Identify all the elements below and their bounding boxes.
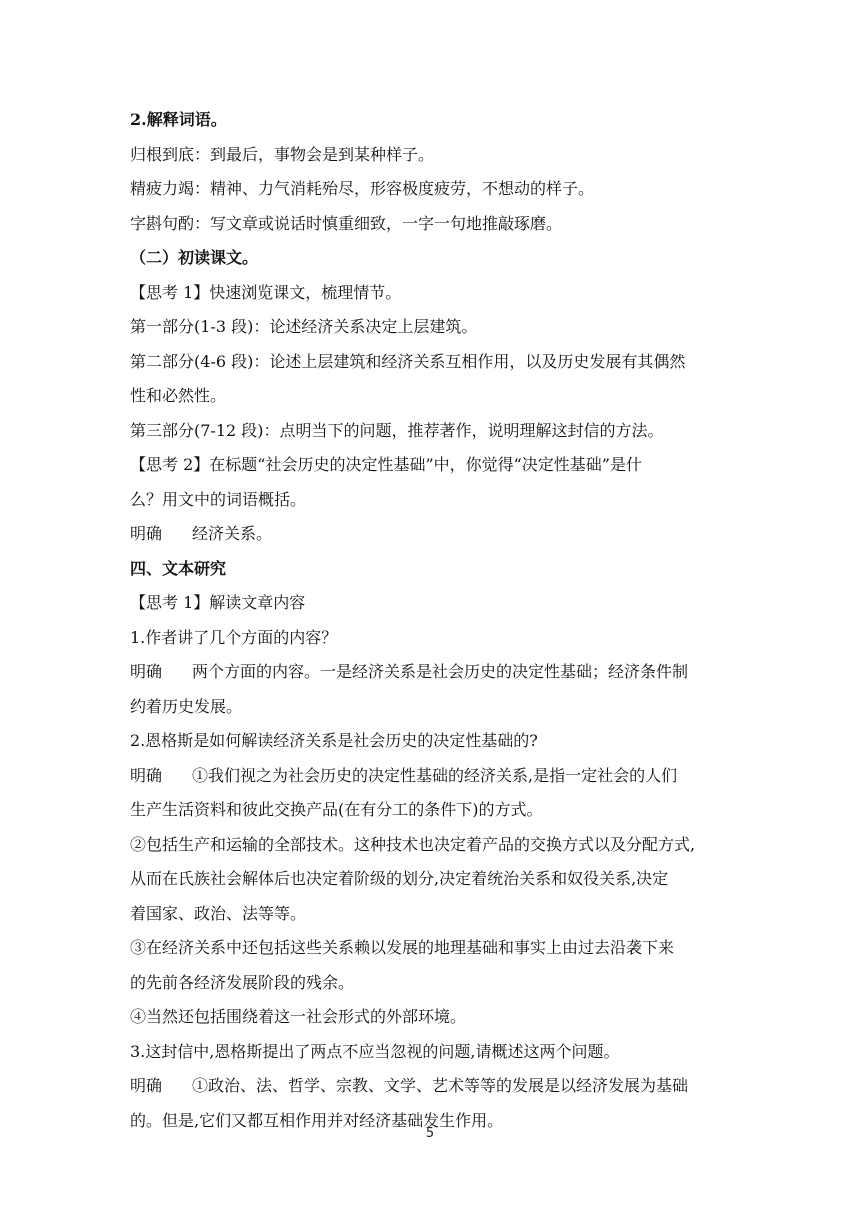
text-line	[130, 938, 730, 958]
text-line	[130, 1042, 730, 1062]
line-text: 约着历史发展。	[130, 696, 243, 716]
line-text: 【思考 1】解读文章内容	[130, 593, 306, 612]
text-line	[130, 1076, 730, 1096]
line-text: 经济关系。	[192, 524, 273, 543]
line-text: 3.这封信中,恩格斯提出了两点不应当忽视的问题,请概述这两个问题。	[130, 1041, 620, 1061]
line-text: 生产生活资料和彼此交换产品(在有分工的条件下)的方式。	[130, 800, 543, 819]
line-text: 着国家、政治、法等等。	[130, 903, 307, 923]
line-text: 字斟句酌：写文章或说话时慎重细致，一字一句地推敲琢磨。	[130, 213, 563, 233]
text-line	[130, 145, 730, 165]
line-text: ③在经济关系中还包括这些关系赖以发展的地理基础和事实上由过去沿袭下来	[130, 938, 675, 957]
line-text: 四、文本研究	[130, 558, 227, 578]
section-heading	[130, 248, 730, 268]
line-text: ①政治、法、哲学、宗教、文学、艺术等等的发展是以经济发展为基础	[192, 1076, 689, 1095]
line-text: 2.解释词语。	[130, 110, 227, 129]
line-text: 归根到底：到最后，事物会是到某种样子。	[130, 144, 435, 164]
text-line	[130, 1007, 730, 1027]
page-number: 5	[425, 1126, 435, 1141]
text-line	[130, 179, 730, 199]
line-text: ②包括生产和运输的全部技术。这种技术也决定着产品的交换方式以及分配方式,	[130, 834, 696, 854]
line-text: 性和必然性。	[130, 386, 227, 405]
text-line	[130, 317, 730, 337]
answer-label: 明确	[130, 524, 163, 543]
text-line	[130, 421, 730, 441]
line-text: 第三部分(7-12 段)：点明当下的问题，推荐著作，说明理解这封信的方法。	[130, 420, 664, 440]
text-line	[130, 697, 730, 717]
answer-label: 明确	[130, 1076, 163, 1095]
line-text: 【思考 2】在标题“社会历史的决定性基础”中，你觉得“决定性基础”是什	[130, 455, 642, 474]
line-text: 【思考 1】快速浏览课文，梳理情节。	[130, 282, 402, 302]
section-heading	[130, 110, 730, 130]
line-text: 的。但是,它们又都互相作用并对经济基础发生作用。	[130, 1110, 504, 1130]
section-heading	[130, 559, 730, 579]
text-line	[130, 662, 730, 682]
text-line	[130, 490, 730, 510]
text-line	[130, 593, 730, 613]
line-text: 两个方面的内容。一是经济关系是社会历史的决定性基础；经济条件制	[192, 662, 689, 681]
text-line	[130, 835, 730, 855]
text-line	[130, 731, 730, 751]
answer-label: 明确	[130, 662, 163, 681]
text-line	[130, 283, 730, 303]
text-line	[130, 800, 730, 820]
line-text: 从而在氏族社会解体后也决定着阶级的划分,决定着统治关系和奴役关系,决定	[130, 869, 669, 888]
line-text: 第一部分(1-3 段)：论述经济关系决定上层建筑。	[130, 317, 478, 336]
text-line	[130, 455, 730, 475]
answer-label: 明确	[130, 765, 163, 785]
text-line	[130, 766, 730, 786]
line-text: 第二部分(4-6 段)：论述上层建筑和经济关系互相作用，以及历史发展有其偶然	[130, 351, 686, 371]
text-line	[130, 214, 730, 234]
text-line	[130, 386, 730, 406]
line-text: 的先前各经济发展阶段的残余。	[130, 972, 355, 992]
text-line	[130, 352, 730, 372]
text-line	[130, 904, 730, 924]
text-line	[130, 628, 730, 648]
text-line	[130, 524, 730, 544]
line-text: 1.作者讲了几个方面的内容？	[130, 627, 338, 647]
line-text: 么？用文中的词语概括。	[130, 489, 307, 509]
line-text: 2.恩格斯是如何解读经济关系是社会历史的决定性基础的?	[130, 731, 538, 750]
text-line	[130, 973, 730, 993]
line-text: ①我们视之为社会历史的决定性基础的经济关系,是指一定社会的人们	[192, 765, 678, 785]
text-line	[130, 869, 730, 889]
line-text: ④当然还包括围绕着这一社会形式的外部环境。	[130, 1007, 467, 1026]
line-text: （二）初读课文。	[130, 248, 259, 267]
line-text: 精疲力竭：精神、力气消耗殆尽，形容极度疲劳，不想动的样子。	[130, 179, 595, 198]
